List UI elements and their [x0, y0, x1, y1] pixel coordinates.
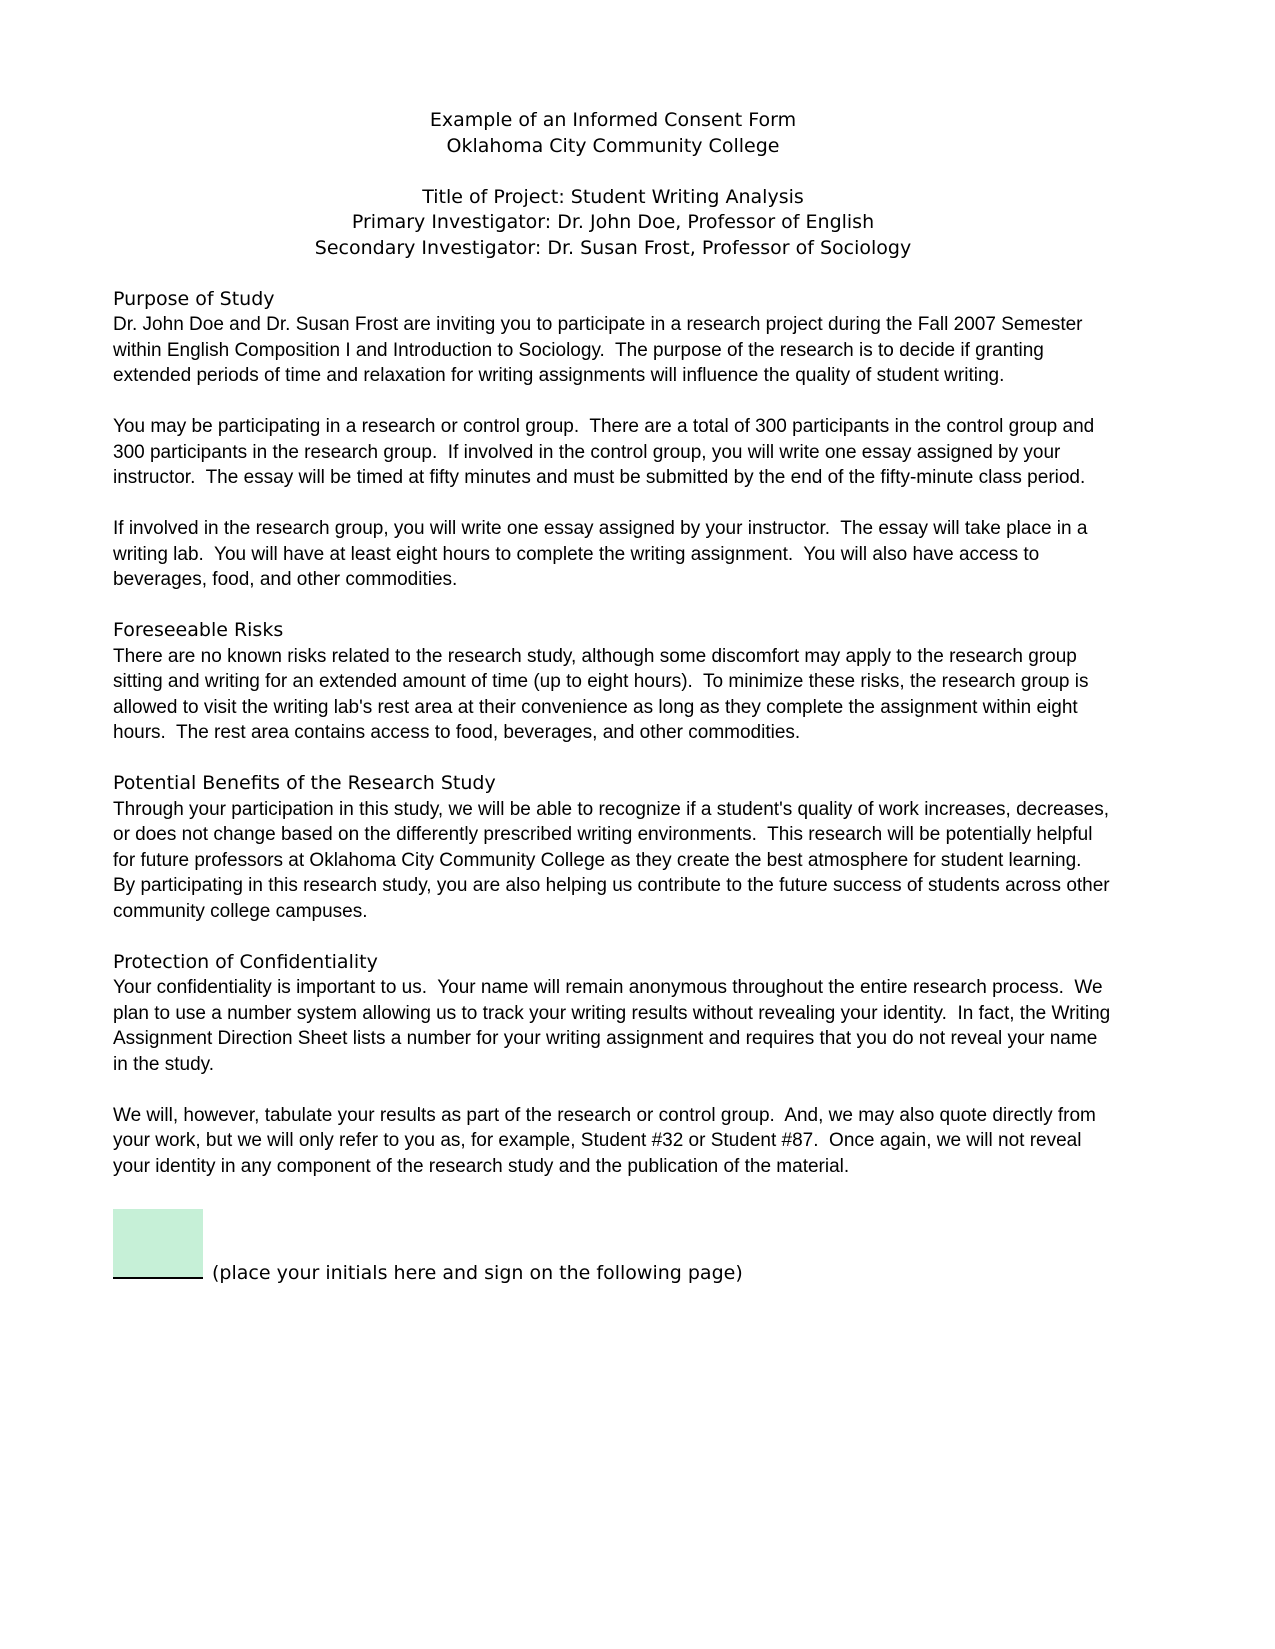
paragraph: You may be participating in a research or control group. There are a total of 300 participants in the control group and 300 participants in the research group. If involved in the control group, you will write one essay assigned by your instructor. The essay will be timed at fifty minutes and must be submitted by the end of the fifty-minute class period. — [113, 416, 1100, 488]
project-title: Title of Project: Student Writing Analysis — [422, 185, 804, 208]
paragraph: There are no known risks related to the research study, although some discomfort may apply to the research group sitting and writing for an extended amount of time (up to eight hours). To minimize these risks, the research group is allowed to visit the writing lab's rest area at their convenience as long as they complete the assignment within eight hours. The rest area contains access to food, beverages, and other commodities. — [113, 645, 1094, 743]
institution-name: Oklahoma City Community College — [446, 134, 780, 157]
spacer — [113, 159, 1113, 185]
initials-signature-line[interactable] — [113, 1209, 203, 1279]
initials-row — [113, 1209, 1113, 1284]
paragraph: If involved in the research group, you will write one essay assigned by your instructor. The essay will take place in a writing lab. You will have at least eight hours to complete the writing assignment. You will also have access to beverages, food, and other commodities. — [113, 518, 1093, 590]
paragraph: Your confidentiality is important to us. Your name will remain anonymous throughout the entire research process. We plan to use a number system allowing us to track your writing results without revealing your identity. In fact, the Writing Assignment Direction Sheet lists a number for your writing assignment and requires that you do not reveal your name in the study. — [113, 977, 1115, 1075]
document-title-block — [113, 108, 1113, 261]
secondary-investigator: Secondary Investigator: Dr. Susan Frost, Professor of Sociology — [314, 236, 912, 259]
document-title: Example of an Informed Consent Form — [429, 109, 797, 131]
section-heading-purpose-of-study: Purpose of Study — [113, 287, 275, 310]
initials-highlight-box[interactable] — [113, 1209, 203, 1277]
paragraph: Dr. John Doe and Dr. Susan Frost are inviting you to participate in a research project during the Fall 2007 Semester within English Composition I and Introduction to Sociology. The purpose of the research is to decide if granting extended periods of time and relaxation for writing assignments will influence the quality of student writing. — [113, 314, 1088, 386]
paragraph: We will, however, tabulate your results as part of the research or control group. And, we may also quote directly from your work, but we will only refer to you as, for example, Student #32 or Student #87. Once again, we will not reveal your identity in any component of the research study and the publication of the material. — [113, 1104, 1102, 1177]
initials-instruction: (place your initials here and sign on the following page) — [212, 1261, 743, 1284]
document-content — [113, 108, 1115, 1284]
paragraph: Through your participation in this study, we will be able to recognize if a student's quality of work increases, decreases, or does not change based on the differently prescribed writing environments. This research will be potentially helpful for future professors at Oklahoma City Community College as they create the best atmosphere for student learning. By participating in this research study, you are also helping us contribute to the future success of students across other community college campuses. — [113, 798, 1115, 922]
section-heading-potential-benefits: Potential Benefits of the Research Study — [113, 772, 496, 794]
section-heading-foreseeable-risks: Foreseeable Risks — [113, 619, 284, 641]
section-heading-protection-of-confidentiality: Protection of Confidentiality — [113, 950, 378, 973]
primary-investigator: Primary Investigator: Dr. John Doe, Professor of English — [351, 211, 875, 233]
